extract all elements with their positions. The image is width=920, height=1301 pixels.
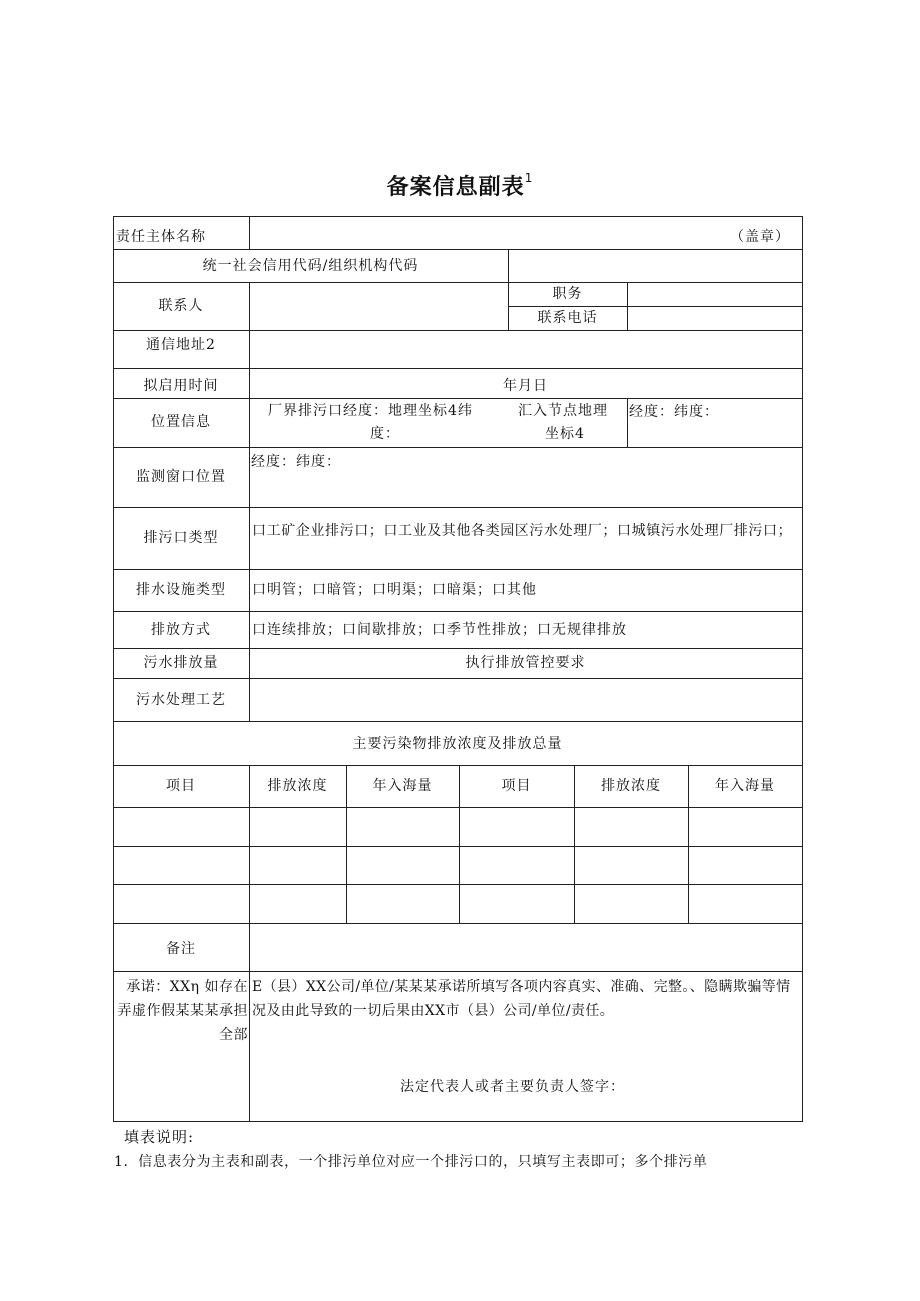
notes-item-1: 1．信息表分为主表和副表，一个排污单位对应一个排污口的，只填写主表即可；多个排污单 <box>114 1154 708 1170</box>
table-line <box>627 398 628 447</box>
drain-type-label: 排水设施类型 <box>136 582 226 598</box>
treatment-process-field[interactable] <box>250 679 801 720</box>
table-line <box>113 884 803 885</box>
discharge-mode-label: 排放方式 <box>151 622 211 638</box>
treatment-process-label: 污水处理工艺 <box>136 692 226 708</box>
table-line <box>113 721 803 722</box>
table-line <box>113 648 803 649</box>
discharge-mode-options[interactable]: 口连续排放；口间歇排放；口季节性排放；口无规律排放 <box>252 622 627 638</box>
signature-label: 法定代表人或者主要负责人签字： <box>400 1079 625 1095</box>
pollutant-section-title: 主要污染物排放浓度及排放总量 <box>352 736 563 752</box>
location-label: 位置信息 <box>151 414 211 430</box>
outfall-coord-line1: 厂界排污口经度：地理坐标4纬 <box>268 403 473 419</box>
position-field[interactable] <box>628 283 801 305</box>
start-time-label: 拟启用时间 <box>143 378 219 394</box>
page-title: 备案信息副表$^1$ <box>386 170 534 200</box>
table-line <box>113 507 803 508</box>
col-header-item: 项目 <box>501 778 532 794</box>
table-line <box>113 611 803 612</box>
notes-heading: 填表说明: <box>124 1128 195 1146</box>
table-line <box>249 216 250 249</box>
table-line <box>113 368 803 369</box>
outfall-coord-line2: 度： <box>370 426 400 442</box>
monitor-window-label: 监测窗口位置 <box>136 469 226 485</box>
address-field[interactable] <box>250 331 801 367</box>
contact-field[interactable] <box>250 283 507 329</box>
table-line <box>113 971 803 972</box>
node-coord-line1: 汇入节点地理 <box>518 403 608 419</box>
table-line <box>113 216 803 217</box>
table-line <box>113 569 803 570</box>
col-header-concentration: 排放浓度 <box>601 778 661 794</box>
lonlat-right: 经度：纬度： <box>629 404 719 420</box>
node-coord-line2: 坐标4 <box>545 426 585 442</box>
table-line <box>113 807 803 808</box>
position-label: 职务 <box>552 286 583 302</box>
outfall-type-options[interactable]: 口工矿企业排污口；口工业及其他各类园区污水处理厂；口城镇污水处理厂排污口； <box>252 523 793 539</box>
col-header-concentration: 排放浓度 <box>267 778 328 794</box>
col-header-item: 项目 <box>166 778 196 794</box>
discharge-control-label: 执行排放管控要求 <box>465 655 586 671</box>
remark-field[interactable] <box>250 924 801 970</box>
seal-label: （盖章） <box>730 229 790 245</box>
credit-code-field[interactable] <box>509 250 801 281</box>
table-line <box>113 846 803 847</box>
col-header-annual-amount: 年入海量 <box>715 778 775 794</box>
table-line <box>113 765 803 766</box>
pledge-left: 承诺：XXη 如存在弄虚作假某某某承担全部 <box>117 979 248 1043</box>
pledge-right: E（县）XX公司/单位/某某某承诺所填写各项内容真实、准确、完整。、隐瞒欺骗等情况及由此导致的一切后果由XX市（县）公司/单位/责任。 <box>252 979 791 1019</box>
col-header-annual-amount: 年入海量 <box>372 778 433 794</box>
table-line <box>113 447 803 448</box>
monitor-lonlat: 经度：纬度： <box>251 454 341 470</box>
contact-label: 联系人 <box>158 298 204 314</box>
table-line <box>113 1121 803 1122</box>
entity-name-label: 责任主体名称 <box>116 229 206 245</box>
outfall-type-label: 排污口类型 <box>143 530 219 546</box>
drain-type-options[interactable]: 口明管；口暗管；口明渠；口暗渠；口其他 <box>252 582 537 598</box>
remark-label: 备注 <box>166 941 196 957</box>
credit-code-label: 统一社会信用代码/组织机构代码 <box>202 258 419 274</box>
address-label: 通信地址2 <box>146 337 216 353</box>
date-format: 年月日 <box>503 378 548 394</box>
phone-label: 联系电话 <box>537 310 598 326</box>
sewage-volume-label: 污水排放量 <box>143 655 219 671</box>
phone-field[interactable] <box>628 307 801 329</box>
